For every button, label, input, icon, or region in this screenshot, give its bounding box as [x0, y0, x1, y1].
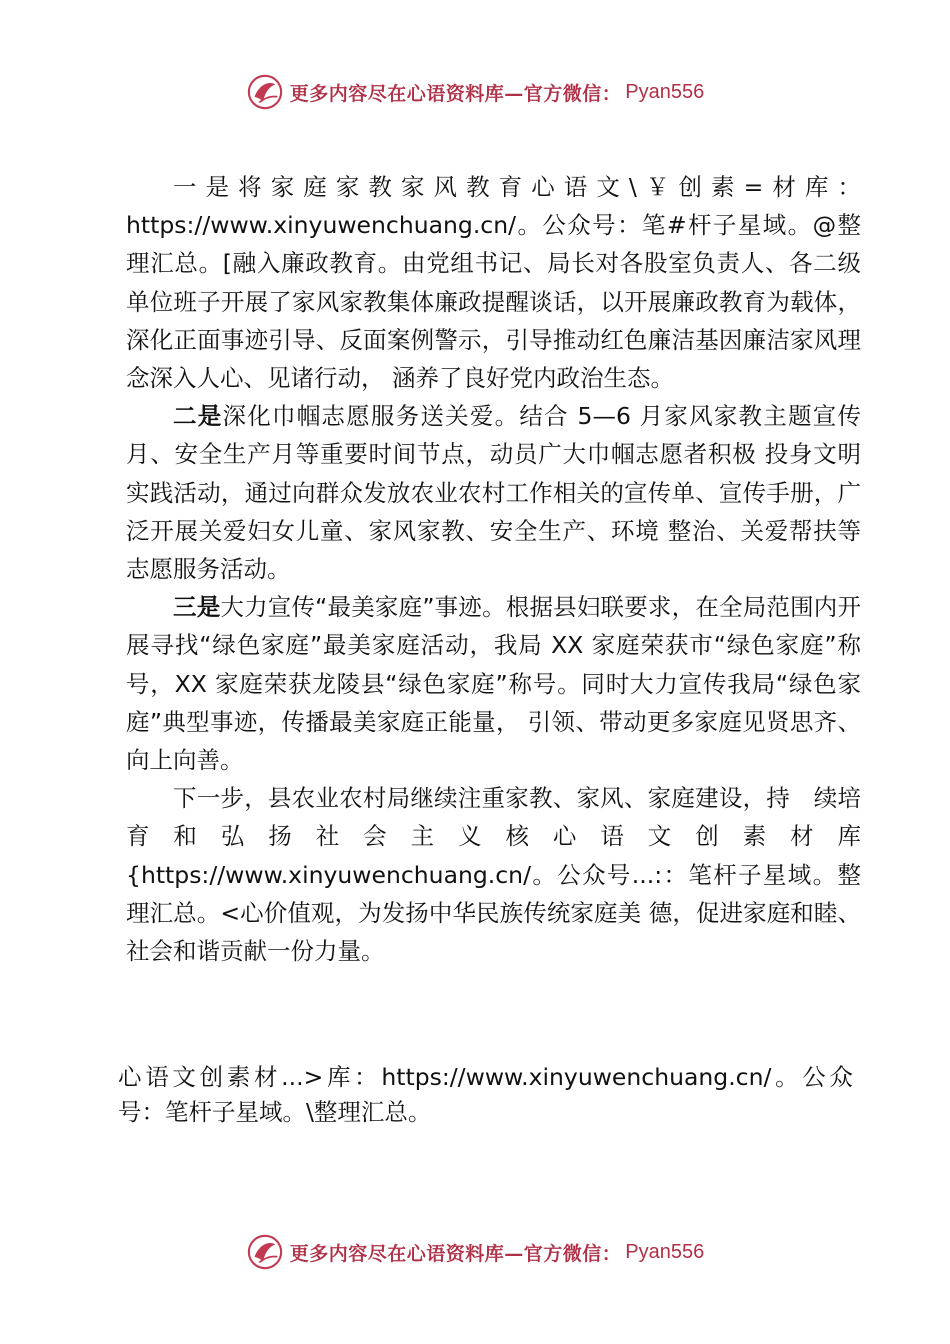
footer-banner-id: Pyan556	[625, 1240, 705, 1263]
tail-note	[118, 1060, 853, 1130]
paragraph-3: 三是大力宣传“最美家庭”事迹。根据县妇联要求，在全局范围内开展寻找“绿色家庭”最美家庭活动，我局 XX 家庭荣获市“绿色家庭”称号，XX 家庭荣获龙陵县“绿色家庭”称号。同时大力宣传我局“绿色家庭”典型事迹，传播最美家庭正能量， 引领、带动更多家庭见贤思齐、向上向善。	[126, 593, 861, 775]
header-banner	[0, 70, 950, 114]
header-banner-text: 更多内容尽在心语资料库—官方微信：	[289, 82, 622, 105]
paragraph-1: 一是将家庭家教家风教育心语文\￥创素=材库：https://www.xinyuwenchuang.cn/。公众号：笔#杆子星域。@整理汇总。[融入廉政教育。由党组书记、局长对各股室负责人、各二级单位班子开展了家风家教集体廉政提醒谈话，以开展廉政教育为载体，深化正面事迹引导、反面案例警示，引导推动红色廉洁基因廉洁家风理念深入人心、见诸行动， 涵养了良好党内政治生态。	[126, 173, 861, 393]
footer-banner	[0, 1230, 950, 1274]
logo-icon	[246, 1233, 284, 1271]
header-banner-id: Pyan556	[625, 80, 705, 103]
logo-icon	[246, 73, 284, 111]
paragraph-2: 二是深化巾帼志愿服务送关爱。结合 5—6 月家风家教主题宣传月、安全生产月等重要时间节点，动员广大巾帼志愿者积极 投身文明实践活动，通过向群众发放农业农村工作相关的宣传单、宣传手册，广泛开展关爱妇女儿童、家风家教、安全生产、环境 整治、关爱帮扶等志愿服务活动。	[126, 402, 862, 584]
document-body	[126, 168, 861, 970]
footer-banner-text: 更多内容尽在心语资料库—官方微信：	[289, 1242, 622, 1265]
tail-note-text: 心语文创素材...>库：https://www.xinyuwenchuang.cn/。公众号：笔杆子星域。\整理汇总。	[118, 1063, 853, 1126]
paragraph-4: 下一步，县农业农村局继续注重家教、家风、家庭建设，持 续培育和弘扬社会主义核心语文创素材库{https://www.xinyuwenchuang.cn/。公众号...:：笔杆子星域。整理汇总。<心价值观，为发扬中华民族传统家庭美 德，促进家庭和睦、社会和谐贡献一份力量。	[126, 784, 861, 966]
